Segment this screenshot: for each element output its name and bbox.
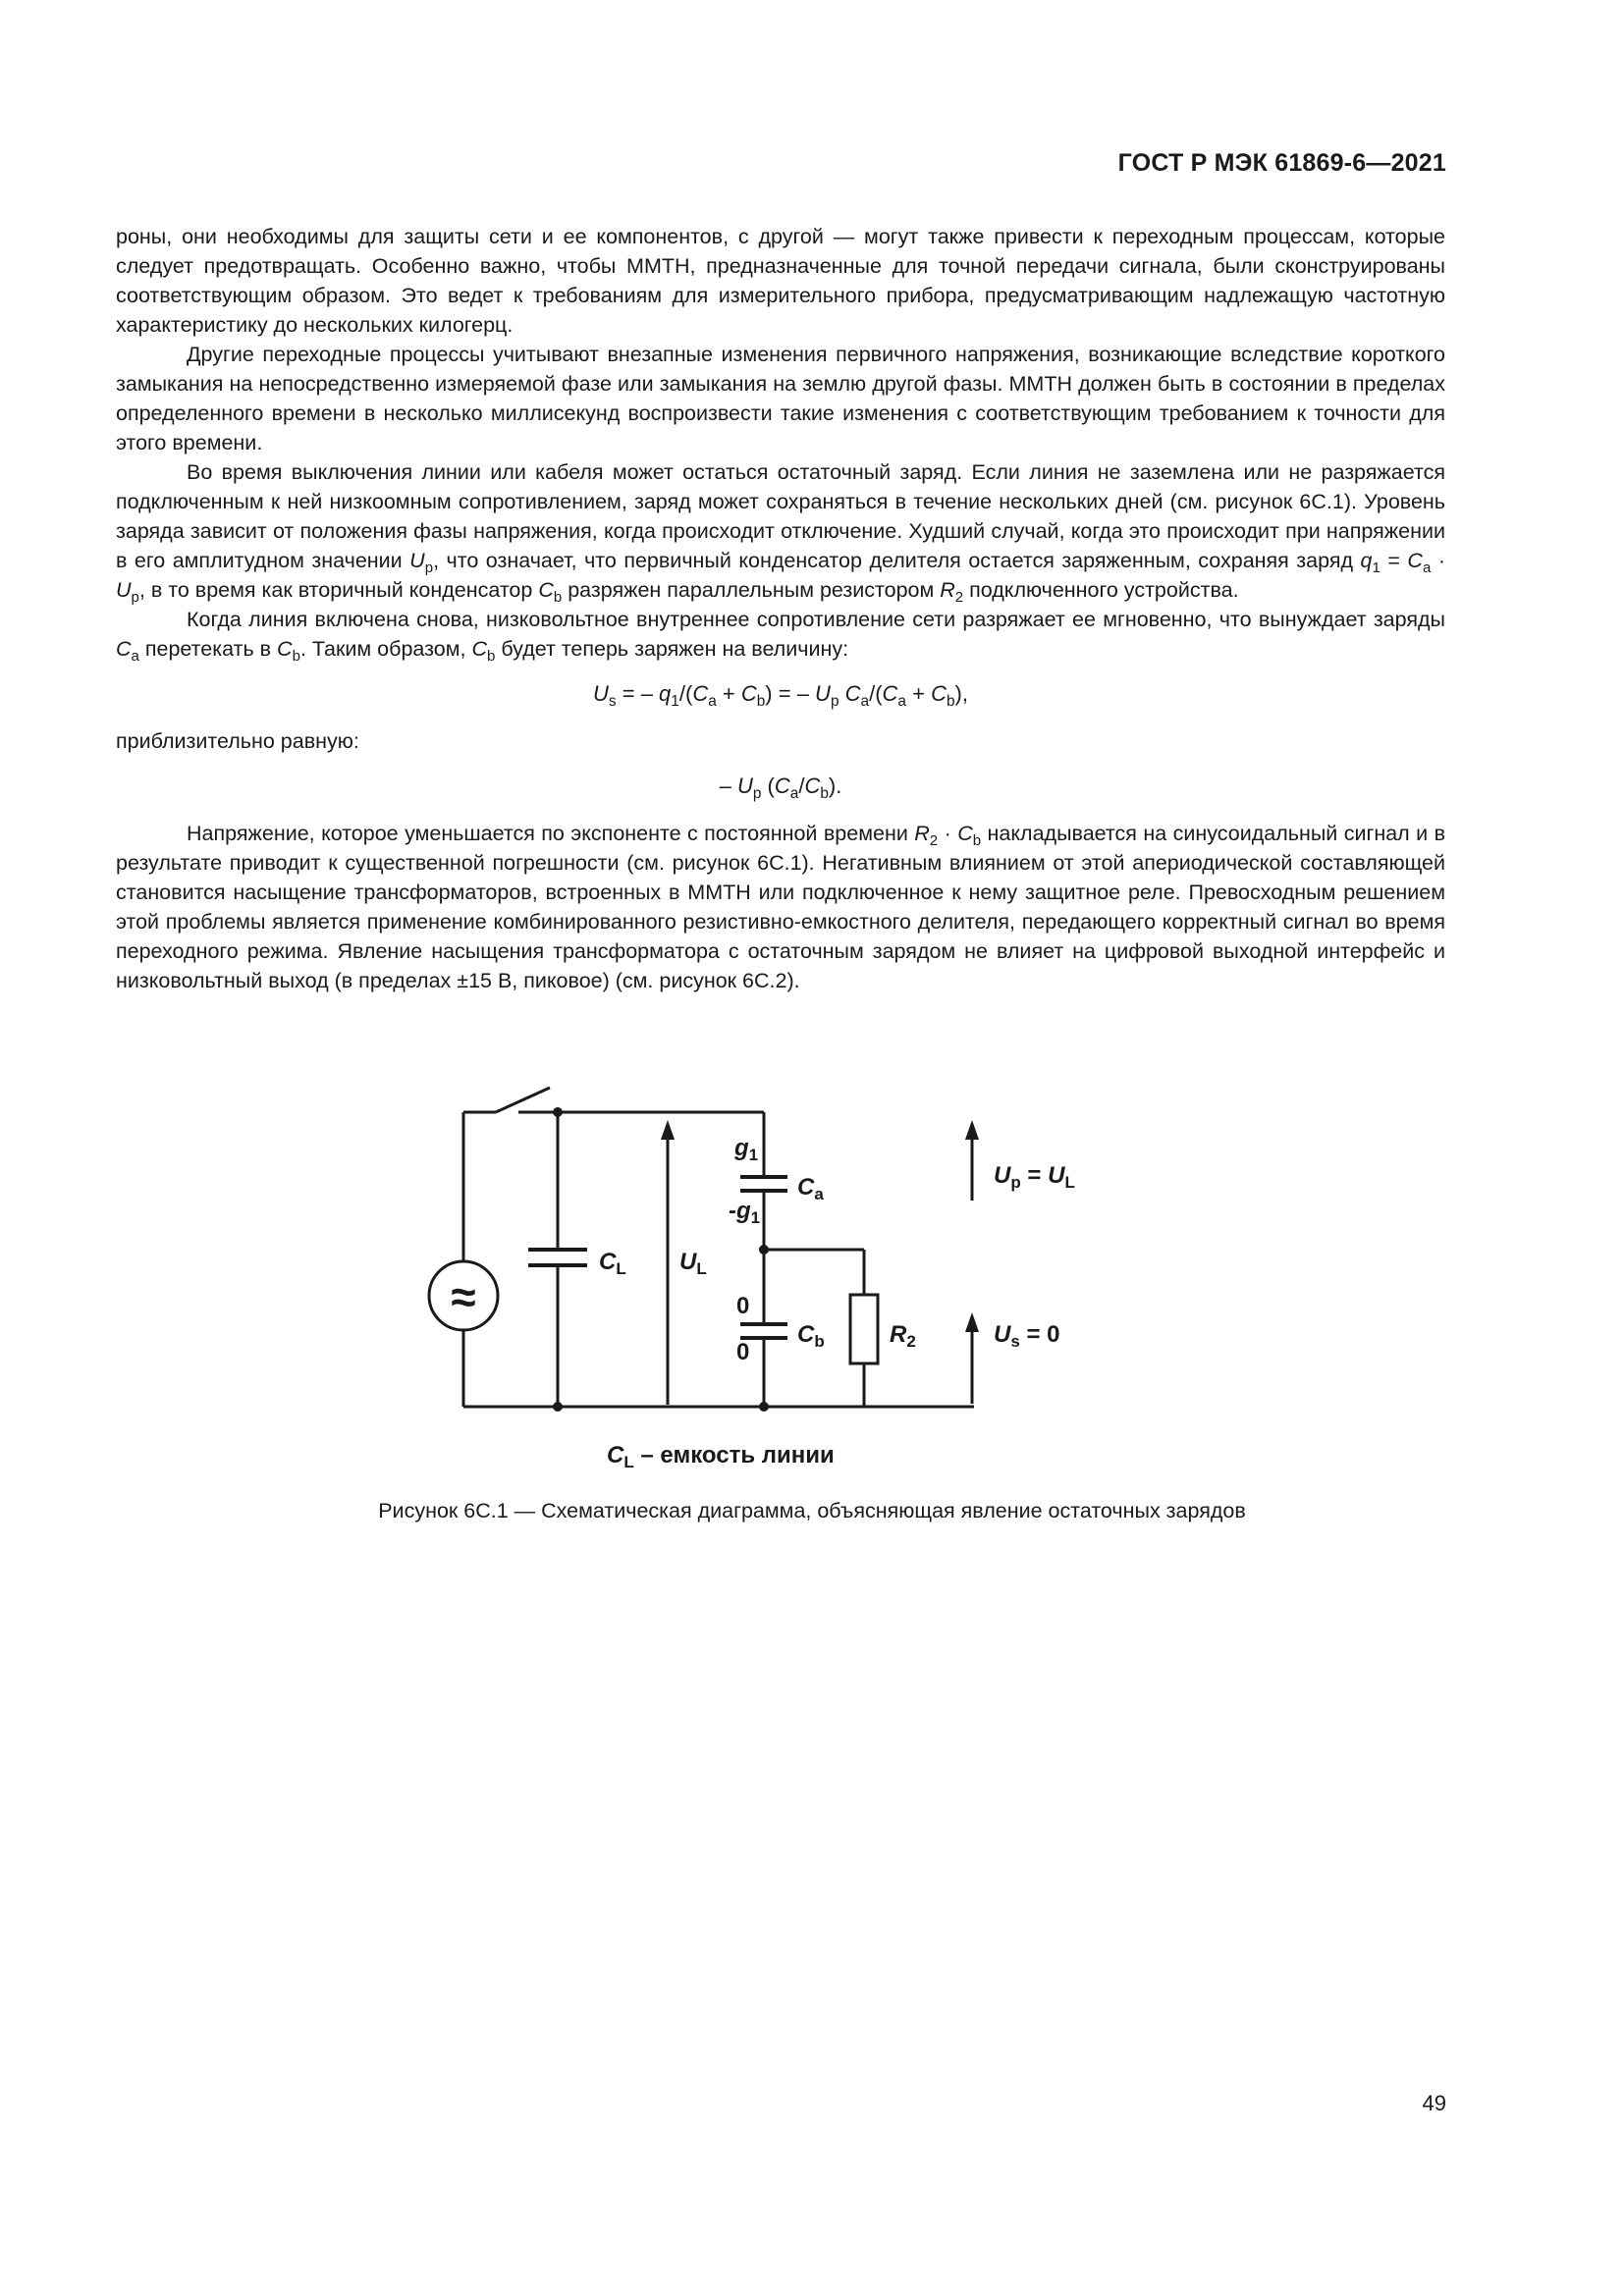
cb-charge-top: 0: [736, 1293, 750, 1319]
paragraph-4: Когда линия включена снова, низковольтное внутреннее сопротивление сети разряжает ее мгновенно, что вынуждает заряды $C_a$ перетекать в $C_b$. Таким образом, $C_b$ будет теперь заряжен на величину:: [116, 608, 1445, 665]
figure-legend: $C_L$ – емкость линии: [607, 1442, 835, 1471]
cb-label: $C_b$: [797, 1321, 825, 1351]
wires: [463, 1088, 974, 1407]
up-ul-label: $U_p = U_L$: [994, 1162, 1075, 1192]
up-arrow-head: [965, 1120, 979, 1140]
page-number: 49: [1422, 2091, 1446, 2115]
junction-dot: [759, 1245, 769, 1255]
junction-dot: [553, 1107, 563, 1117]
cl-label: $C_L$: [599, 1249, 626, 1278]
ul-arrow-head: [661, 1120, 675, 1140]
cb-charge-bottom: 0: [736, 1339, 750, 1365]
circuit-svg: [412, 1085, 1218, 1497]
us-arrow-head: [965, 1312, 979, 1332]
ul-label: $U_L$: [679, 1249, 707, 1278]
body-text: [116, 222, 1445, 995]
paragraph-6: Напряжение, которое уменьшается по экспоненте с постоянной времени $R_2 \cdot C_b$ накладывается на синусоидальный сигнал и в результате приводит к существенной погрешности (см. рисунок 6С.1). Негативным влиянием от этой апериодической составляющей становится насыщение трансформаторов, встроенных в ММТН или подключенное к нему защитное реле. Превосходным решением этой проблемы является применение комбинированного резистивно-емкостного делителя, передающего корректный сигнал во время переходного режима. Явление насыщения трансформатора с остаточным зарядом не влияет на цифровой выходной интерфейс и низковольтный выход (в пределах ±15 В, пиковое) (см. рисунок 6С.2).: [116, 822, 1445, 992]
ca-label: $C_a$: [797, 1174, 824, 1203]
ca-charge-bottom: $-g_1$: [729, 1198, 761, 1227]
component-labels: [599, 1135, 1075, 1471]
paragraph-5: приблизительно равную:: [116, 729, 359, 753]
paragraph-2: Другие переходные процессы учитывают внезапные изменения первичного напряжения, возникающие вследствие короткого замыкания на непосредственно измеряемой фазе или замыкания на землю другой фазы. ММТН должен быть в состоянии в пределах определенного времени в несколько миллисекунд воспроизвести такие изменения с соответствующим требованием к точности для этого времени.: [116, 343, 1445, 454]
ca-charge-top: $g_1$: [734, 1135, 759, 1164]
r2-label: $R_2$: [890, 1321, 916, 1351]
junction-dot: [759, 1402, 769, 1412]
r2-resistor: [850, 1295, 878, 1363]
paragraph-3: Во время выключения линии или кабеля может остаться остаточный заряд. Если линия не заземлена или не разряжается подключенным к ней низкоомным сопротивлением, заряд может сохраняться в течение нескольких дней (см. рисунок 6С.1). Уровень заряда зависит от положения фазы напряжения, когда происходит отключение. Худший случай, когда это происходит при напряжении в его амплитудном значении $U_p$, что означает, что первичный конденсатор делителя остается заряженным, сохраняя заряд $q_1 = C_a \cdot U_p$, в то время как вторичный конденсатор $C_b$ разряжен параллельным резистором $R_2$ подключенного устройства.: [116, 460, 1445, 606]
switch-blade: [496, 1088, 550, 1112]
junction-dot: [553, 1402, 563, 1412]
us-label: $U_s = 0$: [994, 1321, 1060, 1351]
document-header: ГОСТ Р МЭК 61869-6—2021: [1117, 149, 1446, 177]
voltage-arrows: [661, 1120, 979, 1405]
circuit-diagram: [412, 1085, 1218, 1497]
formula-1: $U_s$ = – $q_1/(C_a + C_b)$ = – $U_p$ $C_a/(C_a + C_b)$,: [593, 681, 968, 710]
paragraph-1: роны, они необходимы для защиты сети и ее компонентов, с другой — могут также привести к переходным процессам, которые следует предотвращать. Особенно важно, чтобы ММТН, предназначенные для точной передачи сигнала, были сконструированы соответствующим образом. Это ведет к требованиям для измерительного прибора, предусматривающим надлежащую частотную характеристику до нескольких килогерц.: [116, 225, 1445, 337]
ac-symbol: ≈: [451, 1271, 476, 1322]
formula-2: – $U_p$ $(C_a/C_b)$.: [719, 774, 842, 802]
figure-caption: Рисунок 6С.1 — Схематическая диаграмма, объясняющая явление остаточных зарядов: [378, 1499, 1246, 1522]
